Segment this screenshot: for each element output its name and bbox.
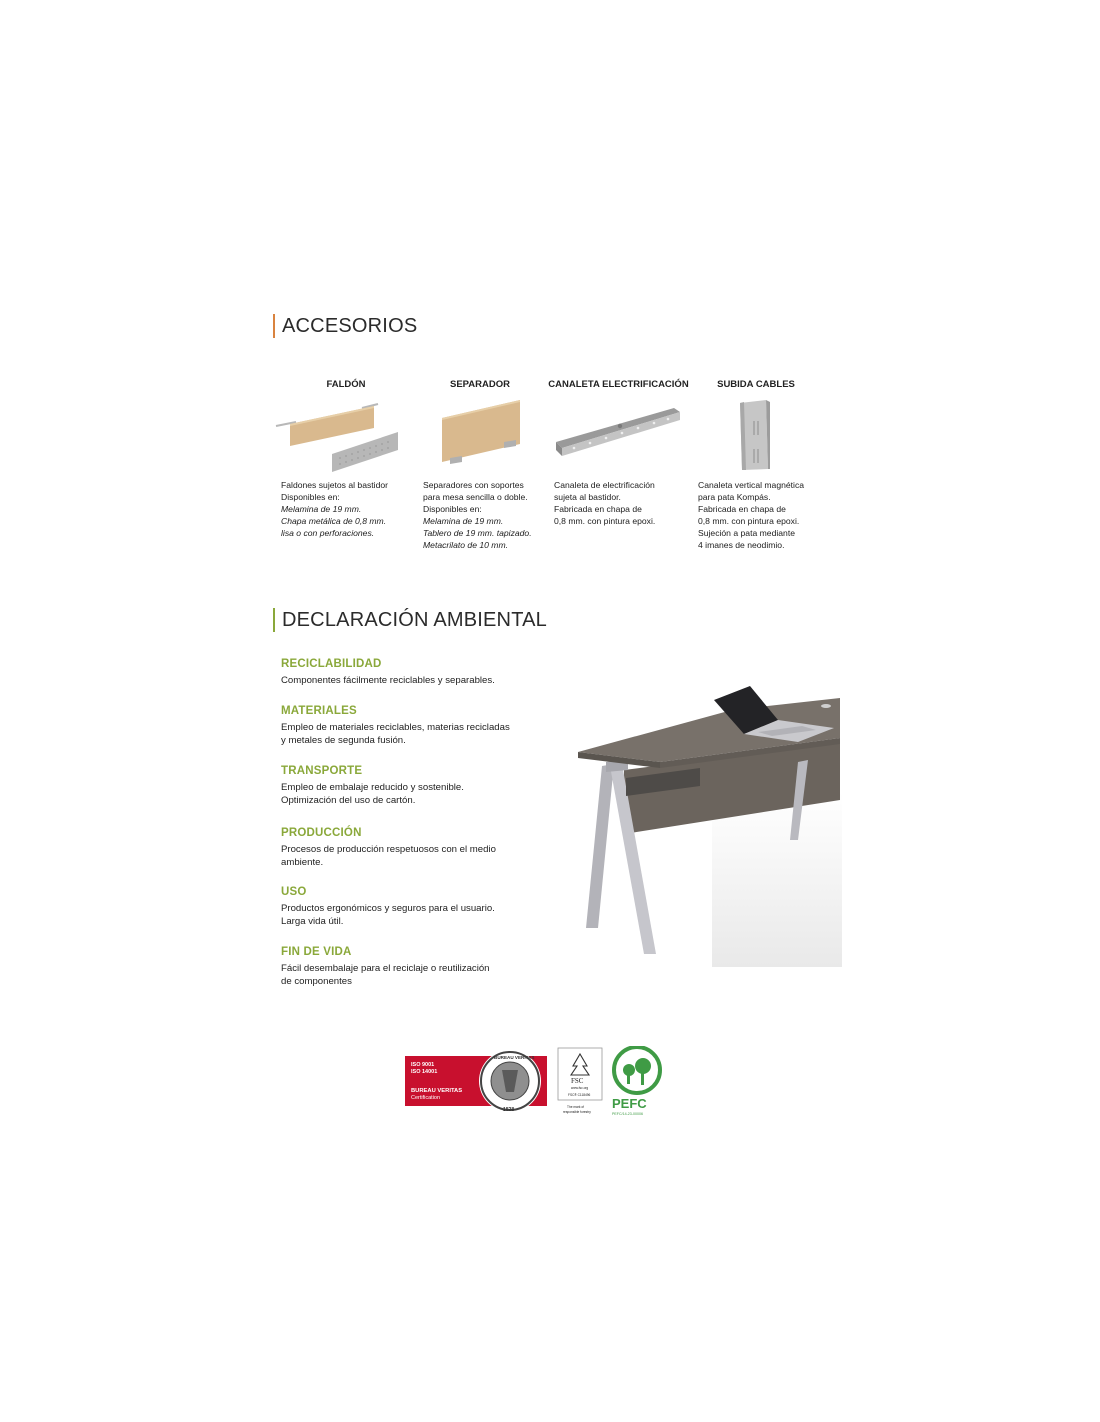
desc-line: 0,8 mm. con pintura epoxi. [554,516,656,526]
desc-line: Tablero de 19 mm. tapizado. [423,528,532,538]
separador-description [423,479,532,551]
accesorios-title: ACCESORIOS [273,314,417,338]
env-line: Empleo de embalaje reducido y sostenible. [281,782,464,793]
env-text [281,843,551,869]
env-heading: RECICLABILIDAD [281,658,382,670]
desc-line: Melamina de 19 mm. [281,504,362,514]
desc-line: Fabricada en chapa de [554,504,642,514]
desc-line: Sujeción a pata mediante [698,528,795,538]
declaracion-title: DECLARACIÓN AMBIENTAL [273,608,547,632]
env-line: Productos ergonómicos y seguros para el usuario. [281,903,495,914]
accessory-separador [420,378,540,392]
env-line: ambiente. [281,857,324,868]
env-item-transporte [281,764,551,807]
env-text [281,721,551,747]
certification-logos-svg [405,1046,667,1118]
desc-line: Separadores con soportes [423,480,524,490]
subida-cables-image [738,399,772,471]
desc-line: Fabricada en chapa de [698,504,786,514]
fsc-tagline-2: responsible forestry [563,1110,591,1114]
faldon-description [281,479,388,539]
fsc-code: FSC® C118496 [568,1093,591,1097]
pefc-code: PEFC/14-23-00006 [612,1112,643,1116]
env-line: Empleo de materiales reciclables, materias recicladas [281,722,510,733]
accessory-heading: SEPARADOR [450,379,510,390]
bv-certification: Certification [411,1095,441,1101]
faldon-image [274,398,402,474]
accessory-heading: FALDÓN [326,379,366,390]
canaleta-description [554,479,655,527]
env-text [281,674,551,687]
accessory-faldon [282,378,410,392]
fsc-name: FSC [571,1077,584,1085]
desc-line: Metacrilato de 10 mm. [423,540,509,550]
env-item-produccion [281,826,551,869]
env-line: Procesos de producción respetuosos con el medio [281,844,496,855]
env-text [281,902,551,928]
desc-line: 4 imanes de neodimio. [698,540,785,550]
accessory-subida-cables [706,378,806,392]
env-line: Larga vida útil. [281,916,344,927]
separador-image [438,396,526,466]
accessory-canaleta [546,378,691,392]
desc-line: para mesa sencilla o doble. [423,492,528,502]
env-heading: PRODUCCIÓN [281,827,362,839]
desc-line: Canaleta vertical magnética [698,480,805,490]
desk-product-image [572,682,842,972]
env-line: Optimización del uso de cartón. [281,795,416,806]
env-line: Fácil desembalaje para el reciclaje o reutilización [281,963,490,974]
accessory-heading: CANALETA ELECTRIFICACIÓN [548,379,689,390]
env-line: Componentes fácilmente reciclables y separables. [281,675,495,686]
certification-logos [405,1046,667,1123]
env-item-uso [281,885,551,928]
desc-line: sujeta al bastidor. [554,492,621,502]
bv-iso-14001: ISO 14001 [411,1069,438,1075]
bv-iso-9001: ISO 9001 [411,1062,435,1068]
env-item-materiales [281,704,551,747]
desc-line: Canaleta de electrificación [554,480,655,490]
env-item-reciclabilidad [281,657,551,687]
desc-line: Melamina de 19 mm. [423,516,504,526]
desc-line: Faldones sujetos al bastidor [281,480,389,490]
desc-line: Disponibles en: [423,504,482,514]
desc-line: lisa o con perforaciones. [281,528,375,538]
fsc-tagline-1: The mark of [567,1105,585,1109]
env-line: de componentes [281,976,352,987]
env-heading: USO [281,886,307,898]
subida-cables-description [698,479,804,551]
pefc-name: PEFC [612,1096,647,1111]
bureau-veritas-logo [405,1050,547,1113]
canaleta-image [554,402,682,460]
env-text [281,781,551,807]
desc-line: 0,8 mm. con pintura epoxi. [698,516,800,526]
env-heading: MATERIALES [281,705,357,717]
desc-line: para pata Kompás. [698,492,771,502]
env-item-fin-de-vida [281,945,551,988]
fsc-logo [558,1048,602,1114]
bv-name: BUREAU VERITAS [411,1088,463,1094]
env-line: y metales de segunda fusión. [281,735,406,746]
env-text [281,962,551,988]
bv-seal-name: BUREAU VERITAS [494,1055,535,1060]
pefc-logo [612,1047,660,1116]
bv-seal-year: 1828 [503,1107,515,1113]
env-heading: TRANSPORTE [281,765,363,777]
accessory-heading: SUBIDA CABLES [717,379,795,390]
env-heading: FIN DE VIDA [281,946,352,958]
fsc-site: www.fsc.org [571,1086,589,1090]
desc-line: Chapa metálica de 0,8 mm. [281,516,387,526]
desc-line: Disponibles en: [281,492,340,502]
